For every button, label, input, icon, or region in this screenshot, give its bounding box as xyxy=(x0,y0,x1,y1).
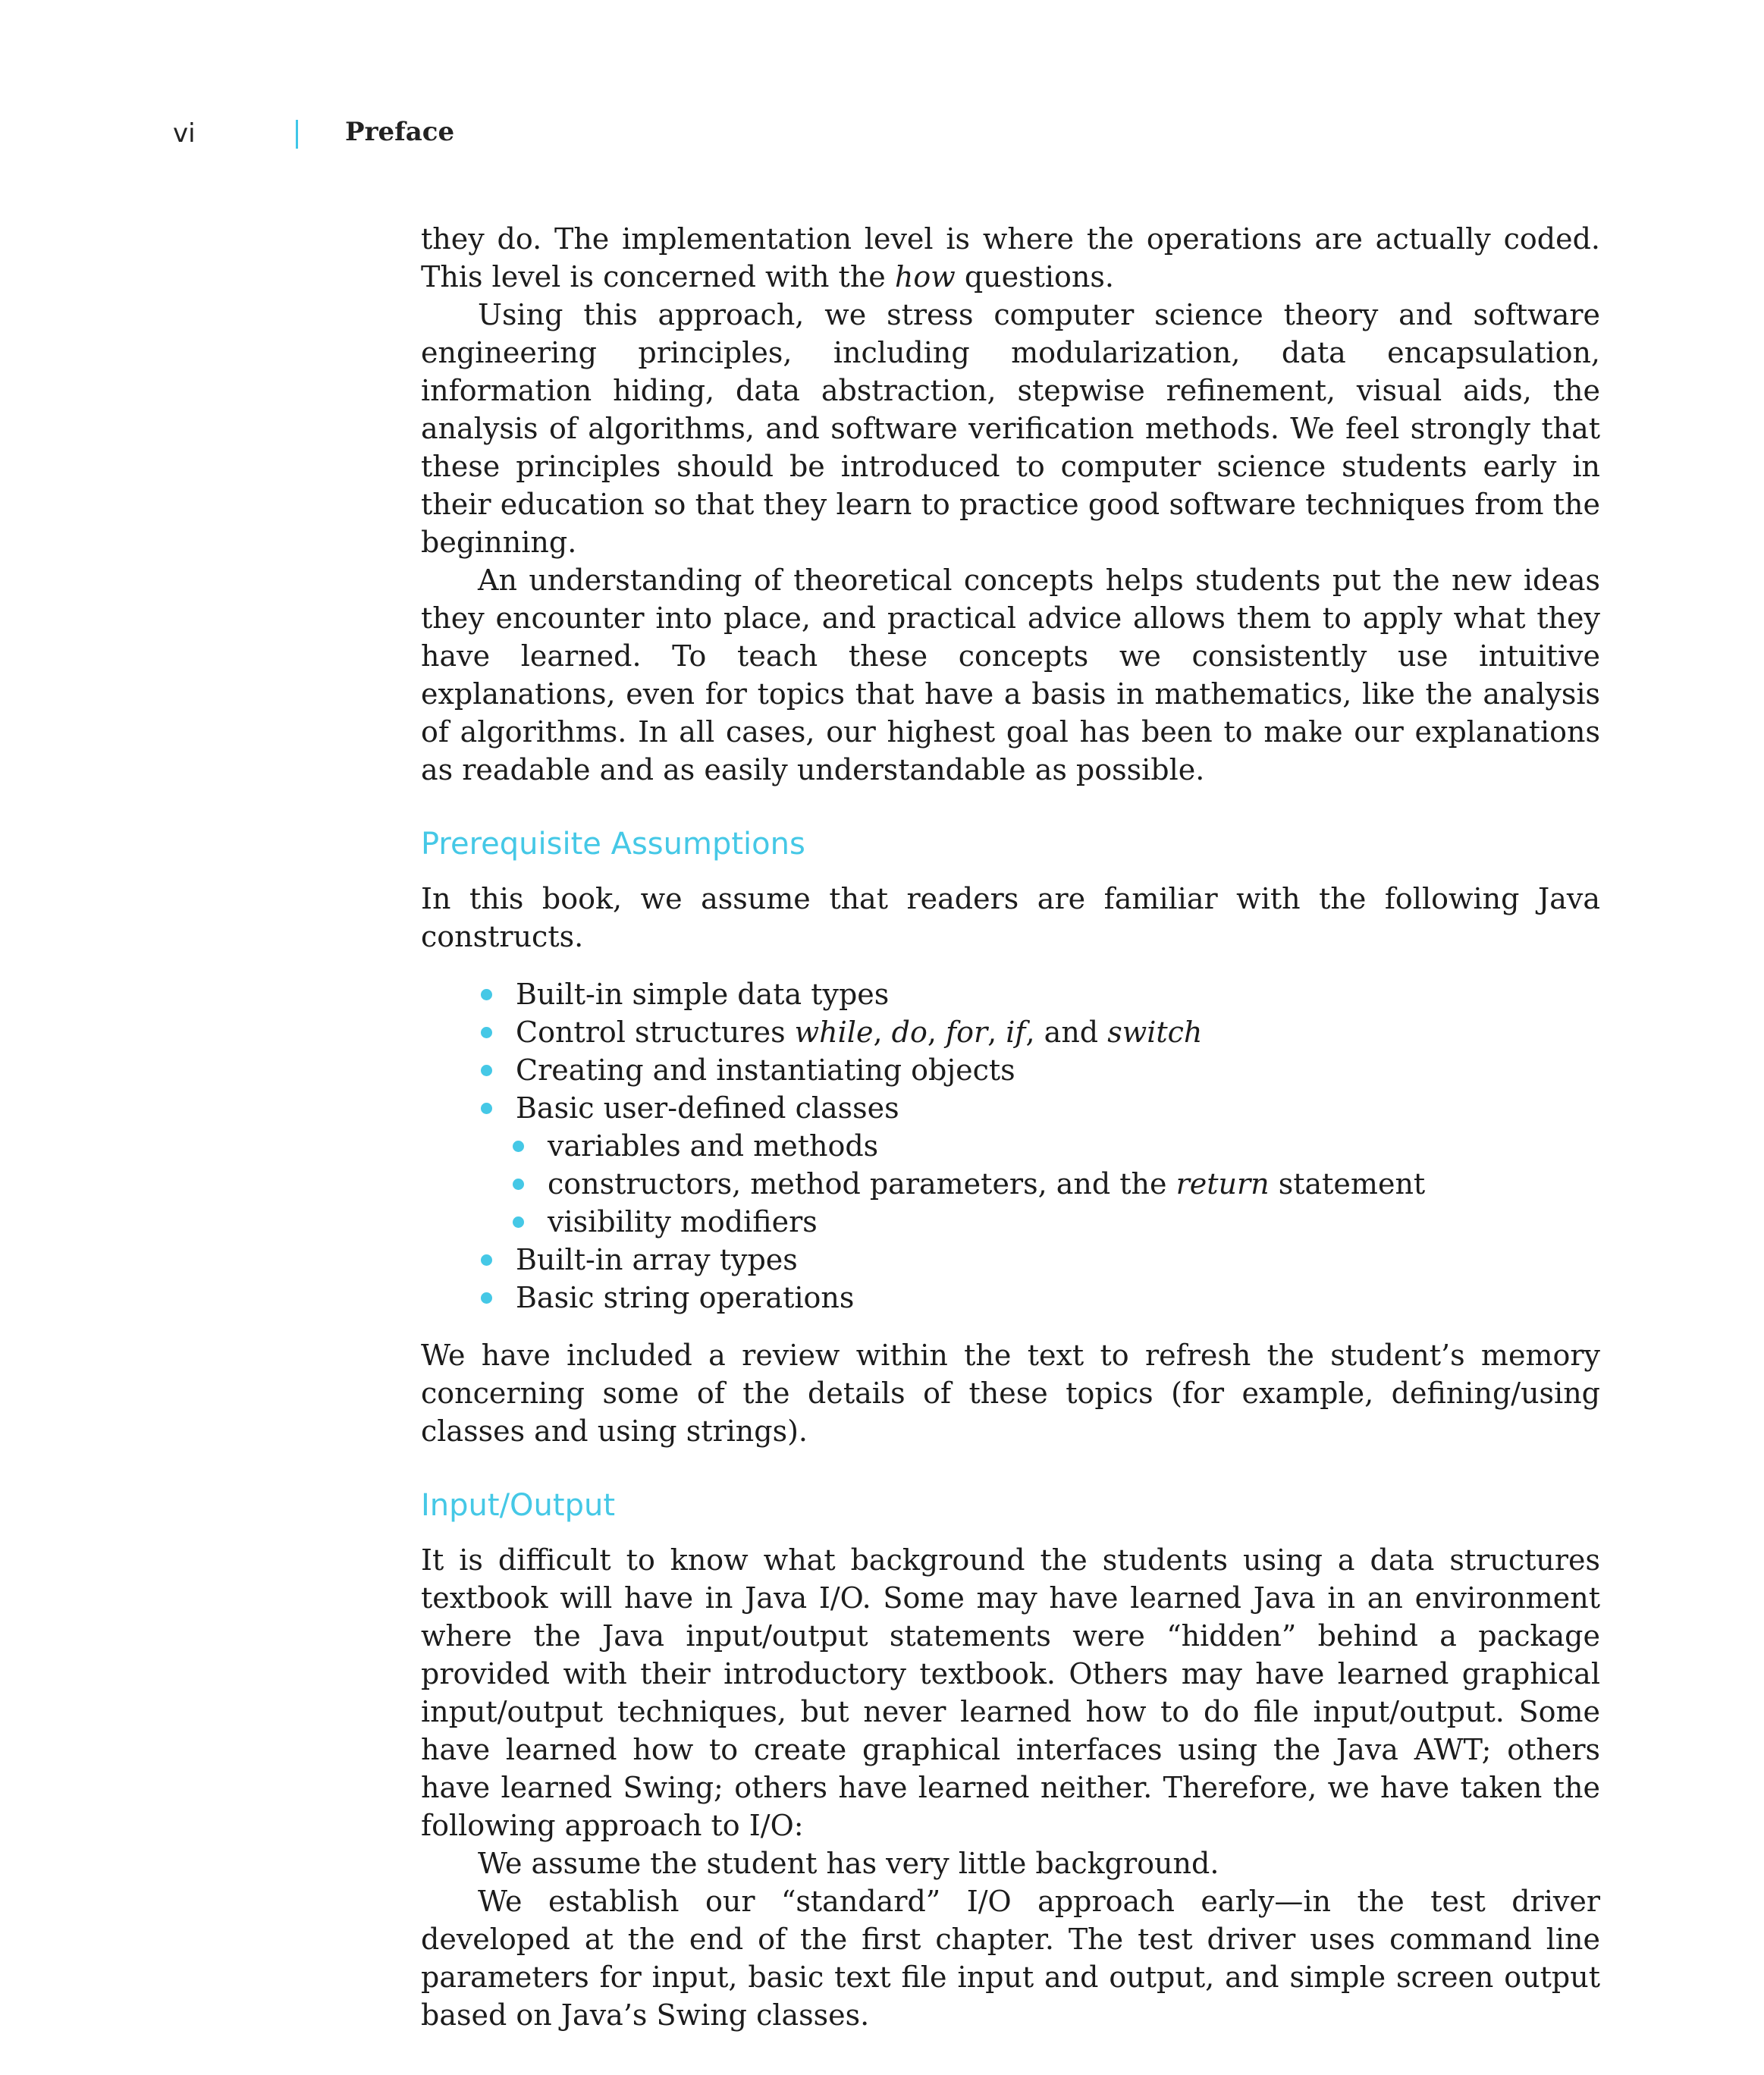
paragraph-intro-1: they do. The implementation level is where the operations are actually coded. This level is concerned with the how questions. xyxy=(421,222,1600,294)
body-column xyxy=(421,220,1600,2034)
paragraph-prereq-after: We have included a review within the text to refresh the student’s memory concerning some of the details of these topics (for example, defining/using classes and using strings). xyxy=(421,1339,1600,1448)
heading-prerequisite-assumptions: Prerequisite Assumptions xyxy=(421,827,805,862)
paragraph-intro-3: An understanding of theoretical concepts helps students put the new ideas they encounter into place, and practical advice allows them to apply what they have learned. To teach these concepts we consistently use intuitive explanations, even for topics that have a basis in mathematics, like the analysis of algorithms. In all cases, our highest goal has been to make our explanations as readable and as easily understandable as possible. xyxy=(421,563,1600,786)
paragraph-io-3: We establish our “standard” I/O approach early—in the test driver developed at the end of the first chapter. The test driver uses command line parameters for input, basic text file input and output, and simple screen output based on Java’s Swing classes. xyxy=(421,1885,1600,2032)
list-item: Basic user-defined classes xyxy=(478,1089,1600,1127)
list-item: Built-in array types xyxy=(478,1241,1600,1279)
page-header xyxy=(0,114,1764,159)
page-number: vi xyxy=(173,118,196,149)
list-item: Built-in simple data types xyxy=(478,975,1600,1013)
paragraph-io-2: We assume the student has very little background. xyxy=(478,1847,1219,1880)
list-item: Creating and instantiating objects xyxy=(478,1051,1600,1089)
sub-list-item: variables and methods xyxy=(510,1127,1600,1165)
header-rule xyxy=(296,120,298,149)
heading-input-output: Input/Output xyxy=(421,1488,615,1523)
prerequisite-list xyxy=(421,975,1600,1317)
sub-list-item: constructors, method parameters, and the return statement xyxy=(510,1165,1600,1203)
paragraph-intro-2: Using this approach, we stress computer science theory and software engineering principles, including modularization, data encapsulation, information hiding, data abstraction, stepwise refinement, visual aids, the analysis of algorithms, and software verification methods. We feel strongly that these principles should be introduced to computer science students early in their education so that they learn to practice good software techniques from the beginning. xyxy=(421,298,1600,559)
running-title: Preface xyxy=(345,117,455,147)
paragraph-prereq-lead: In this book, we assume that readers are familiar with the following Java constructs. xyxy=(421,882,1600,953)
sub-list-item: visibility modifiers xyxy=(510,1203,1600,1241)
list-item: Basic string operations xyxy=(478,1279,1600,1317)
paragraph-io-1: It is difficult to know what background the students using a data structures textbook will have in Java I/O. Some may have learned Java in an environment where the Java input/output statements were “hidden” behind a package provided with their introductory textbook. Others may have learned graphical input/output techniques, but never learned how to do file input/output. Some have learned how to create graphical interfaces using the Java AWT; others have learned Swing; others have learned neither. Therefore, we have taken the following approach to I/O: xyxy=(421,1543,1600,1842)
list-item: Control structures while, do, for, if, and switch xyxy=(478,1013,1600,1051)
sub-list xyxy=(478,1127,1600,1241)
